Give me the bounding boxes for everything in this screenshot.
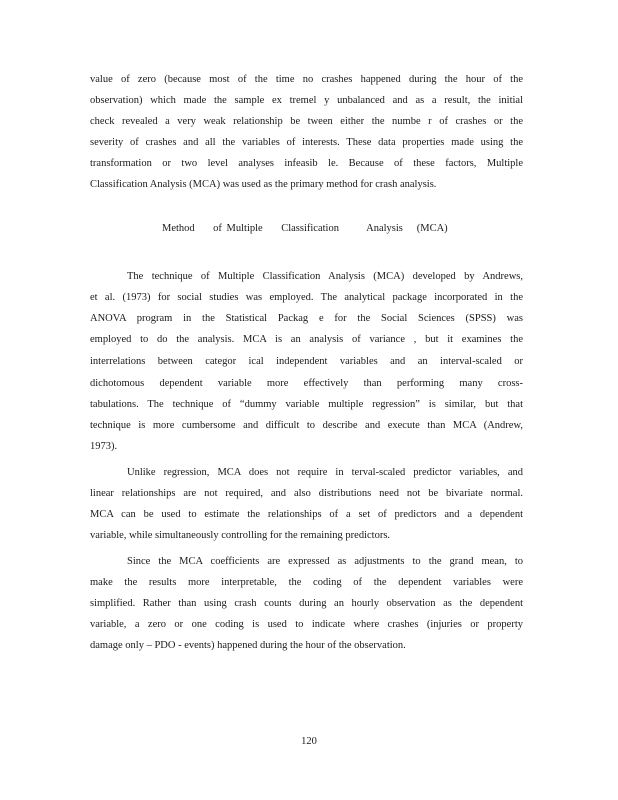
paragraph-1-line-4: severity of crashes and all the variables of interests. These data properties made using the [90,137,523,148]
paragraph-2-line-7: tabulations. The technique of “dummy variable multiple regression” is similar, but that [90,399,523,410]
paragraph-2-line-9: 1973). [90,441,118,452]
paragraph-2-line-3: ANOVA program in the Statistical Packag e for the Social Sciences (SPSS) was [90,313,523,324]
paragraph-3-line-2: linear relationships are not required, and also distributions need not be bivariate normal. [90,488,523,499]
paragraph-1-line-3: check revealed a very weak relationship be tween either the numbe r of crashes or the [90,116,523,127]
paragraph-2-line-4: employed to do the analysis. MCA is an analysis of variance , but it examines the [90,334,523,345]
paragraph-4-line-4: variable, a zero or one coding is used to indicate where crashes (injuries or property [90,619,523,630]
paragraph-4-line-5: damage only – PDO - events) happened during the hour of the observation. [90,640,406,651]
paragraph-3-line-1: Unlike regression, MCA does not require in terval-scaled predictor variables, and [127,467,523,478]
paragraph-4-line-2: make the results more interpretable, the coding of the dependent variables were [90,577,523,588]
paragraph-4-line-3: simplified. Rather than using crash counts during an hourly observation as the dependent [90,598,523,609]
paragraph-2-line-1: The technique of Multiple Classification Analysis (MCA) developed by Andrews, [127,271,523,282]
paragraph-2-line-6: dichotomous dependent variable more effectively than performing many cross- [90,378,523,389]
paragraph-2-line-2: et al. (1973) for social studies was employed. The analytical package incorporated in the [90,292,523,303]
paragraph-4-line-1: Since the MCA coefficients are expressed as adjustments to the grand mean, to [127,556,523,567]
page-number: 120 [301,736,317,747]
paragraph-1-line-1: value of zero (because most of the time no crashes happened during the hour of the [90,74,523,85]
paragraph-3-line-4: variable, while simultaneously controlling for the remaining predictors. [90,530,391,541]
section-heading: Method of Multiple Classification Analysis (MCA) [162,223,448,234]
paragraph-2-line-8: technique is more cumbersome and difficult to describe and execute than MCA (Andrew, [90,420,523,431]
paragraph-1-line-2: observation) which made the sample ex tremel y unbalanced and as a result, the initial [90,95,523,106]
paragraph-1-line-6: Classification Analysis (MCA) was used as the primary method for crash analysis. [90,179,437,190]
paragraph-2-line-5: interrelations between categor ical independent variables and an interval-scaled or [90,356,523,367]
paragraph-3-line-3: MCA can be used to estimate the relationships of a set of predictors and a dependent [90,509,523,520]
paragraph-1-line-5: transformation or two level analyses infeasib le. Because of these factors, Multiple [90,158,523,169]
